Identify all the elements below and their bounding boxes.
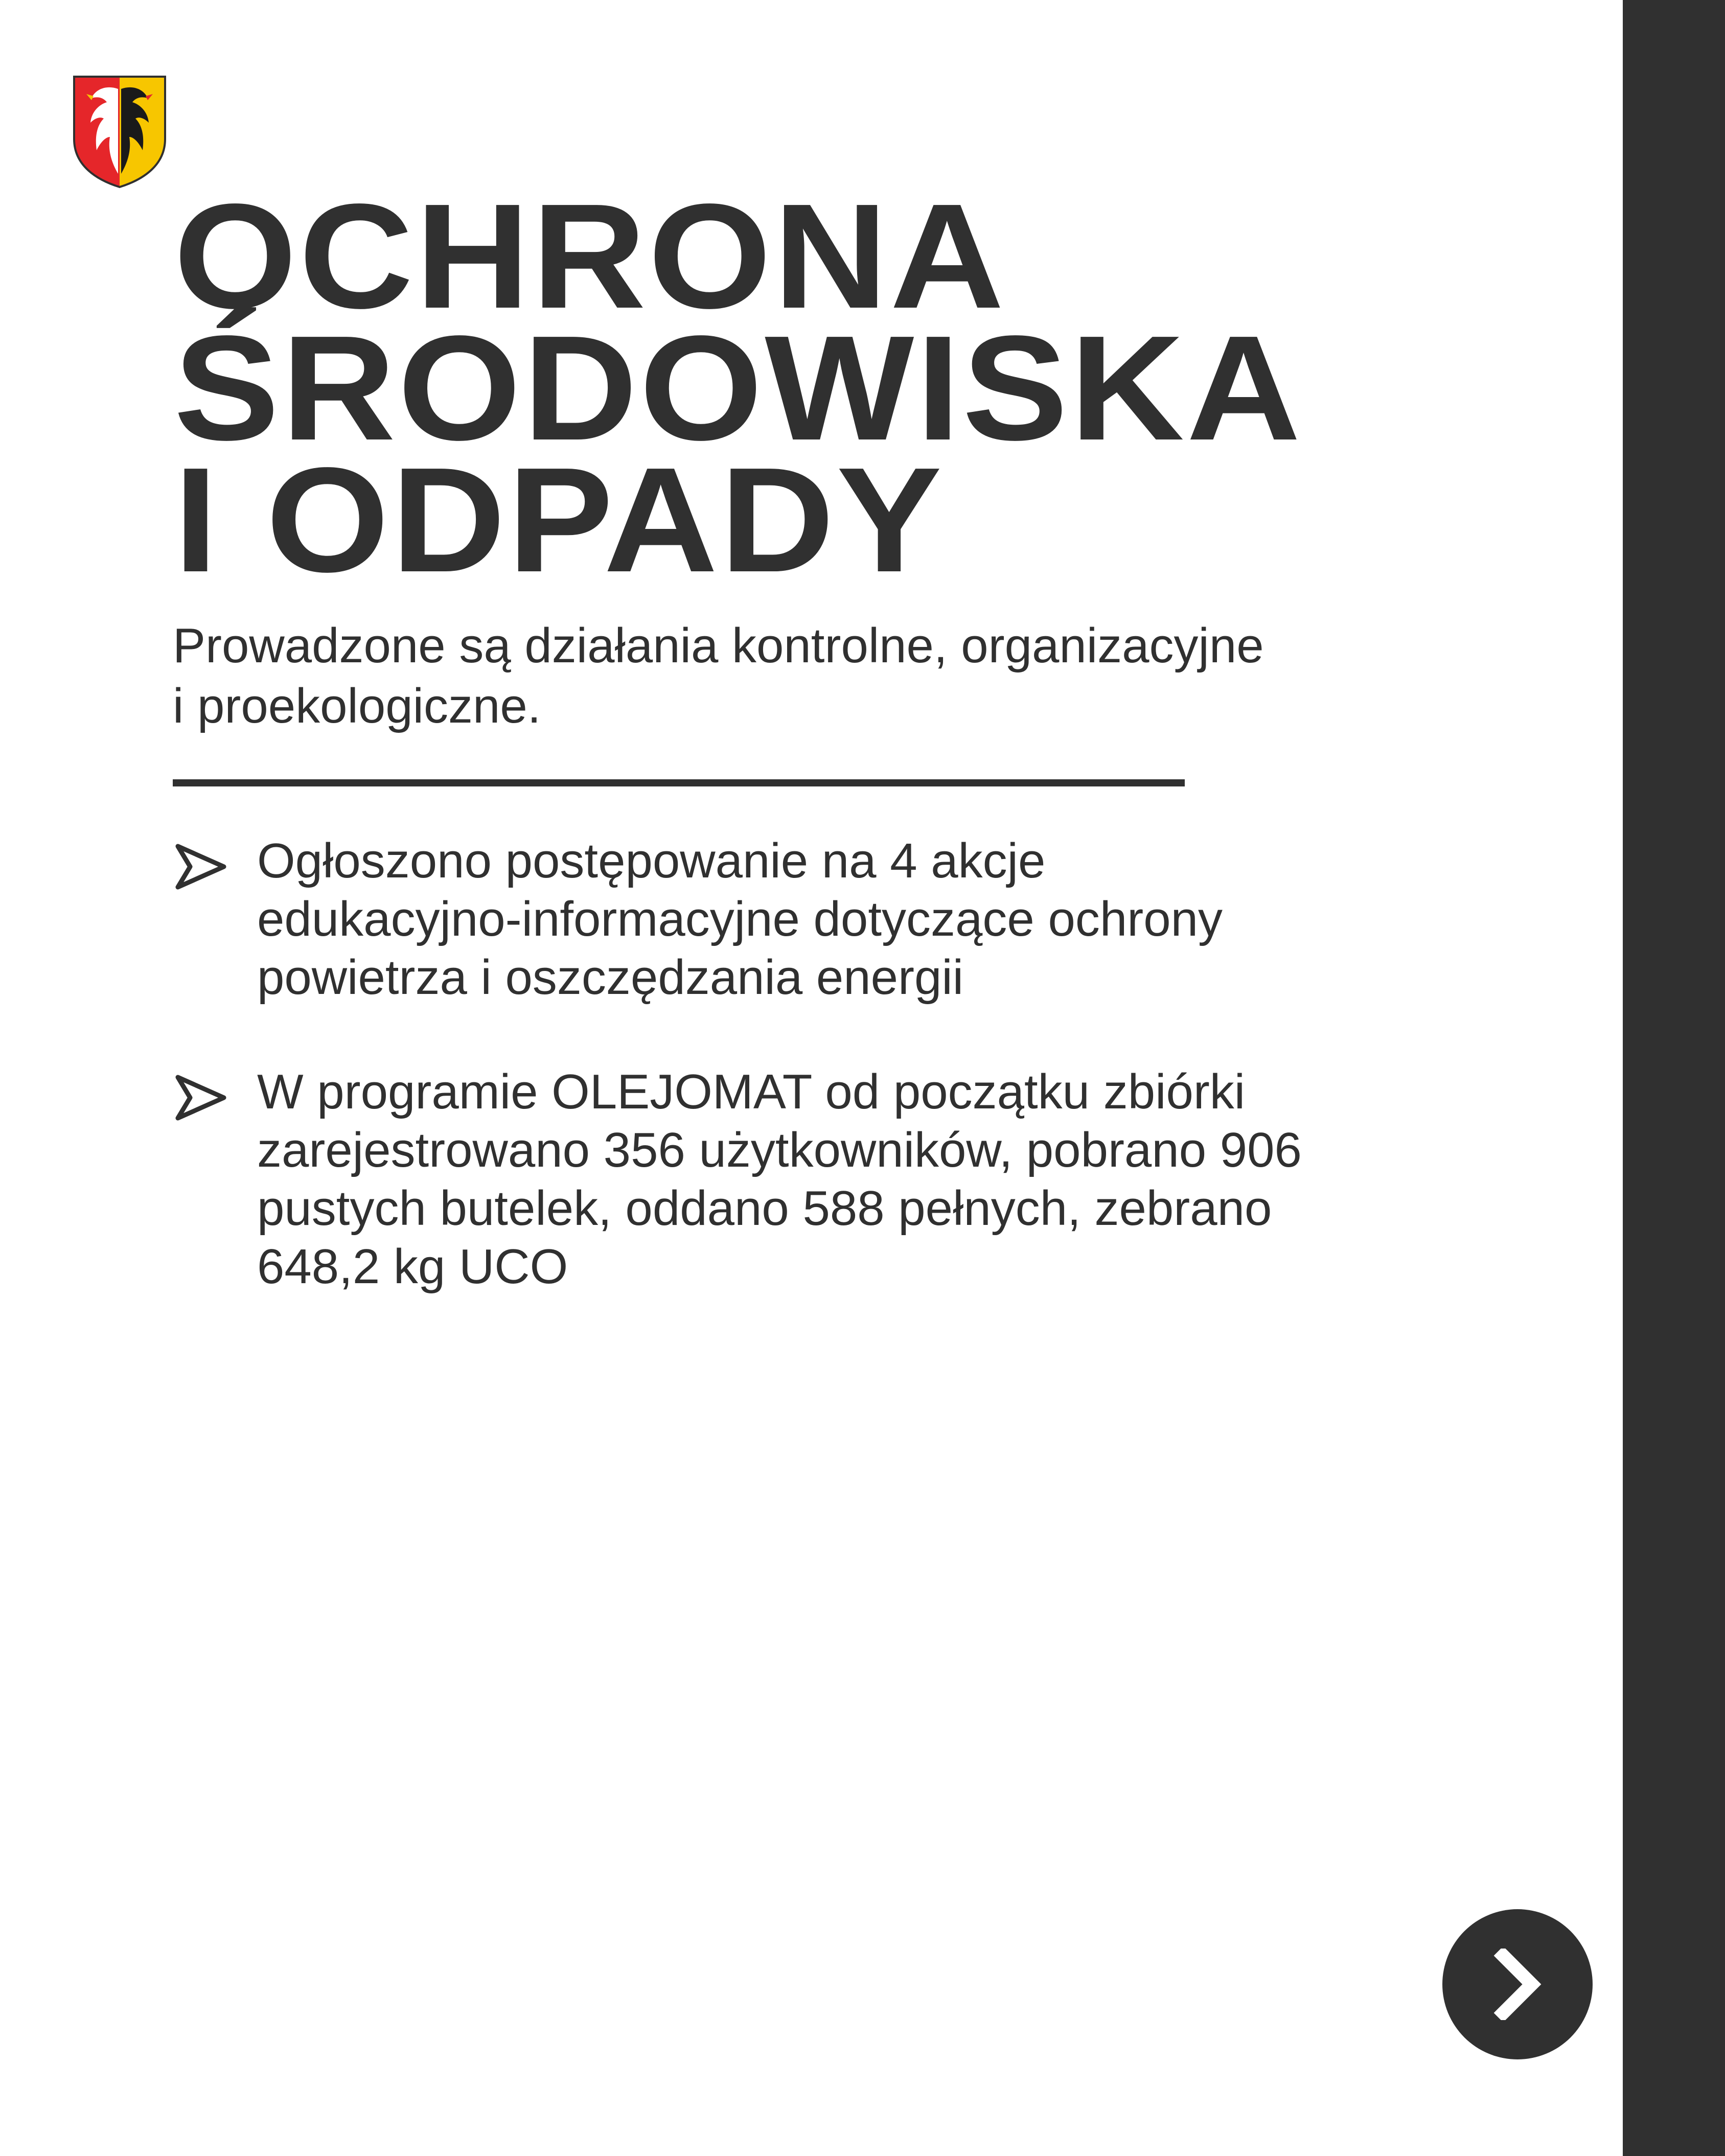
side-bar: [1623, 0, 1725, 2156]
list-item-text: [257, 832, 1509, 1007]
intro-line: i proekologiczne.: [173, 679, 541, 733]
intro-line: Prowadzone są działania kontrolne, organizacyjne: [173, 618, 1264, 673]
list-item-line: edukacyjno-informacyjne dotyczące ochrony: [257, 892, 1223, 946]
list-item-line: powietrza i oszczędzania energii: [257, 950, 964, 1005]
list-item-line: W programie OLEJOMAT od początku zbiórki: [257, 1064, 1246, 1119]
title-line: I ODPADY: [174, 436, 945, 603]
title-line: OCHRONA: [174, 173, 1006, 339]
list-item-line: 648,2 kg UCO: [257, 1239, 568, 1294]
divider: [173, 779, 1185, 786]
list-item-line: zarejestrowano 356 użytkowników, pobrano 906: [257, 1123, 1302, 1177]
intro-text: [173, 616, 1451, 736]
chevron-right-icon: [1482, 1949, 1553, 2020]
arrow-right-outline-icon: [173, 1072, 229, 1123]
next-button[interactable]: [1442, 1909, 1593, 2059]
coat-of-arms-icon: [71, 74, 168, 189]
list-item-line: Ogłoszono postępowanie na 4 akcje: [257, 833, 1046, 888]
list-item-text: [257, 1063, 1509, 1296]
list-item-line: pustych butelek, oddano 588 pełnych, zebrano: [257, 1181, 1272, 1236]
page-title: [174, 173, 1637, 603]
arrow-right-outline-icon: [173, 841, 229, 892]
title-line: ŚRODOWISKA: [174, 305, 1303, 471]
